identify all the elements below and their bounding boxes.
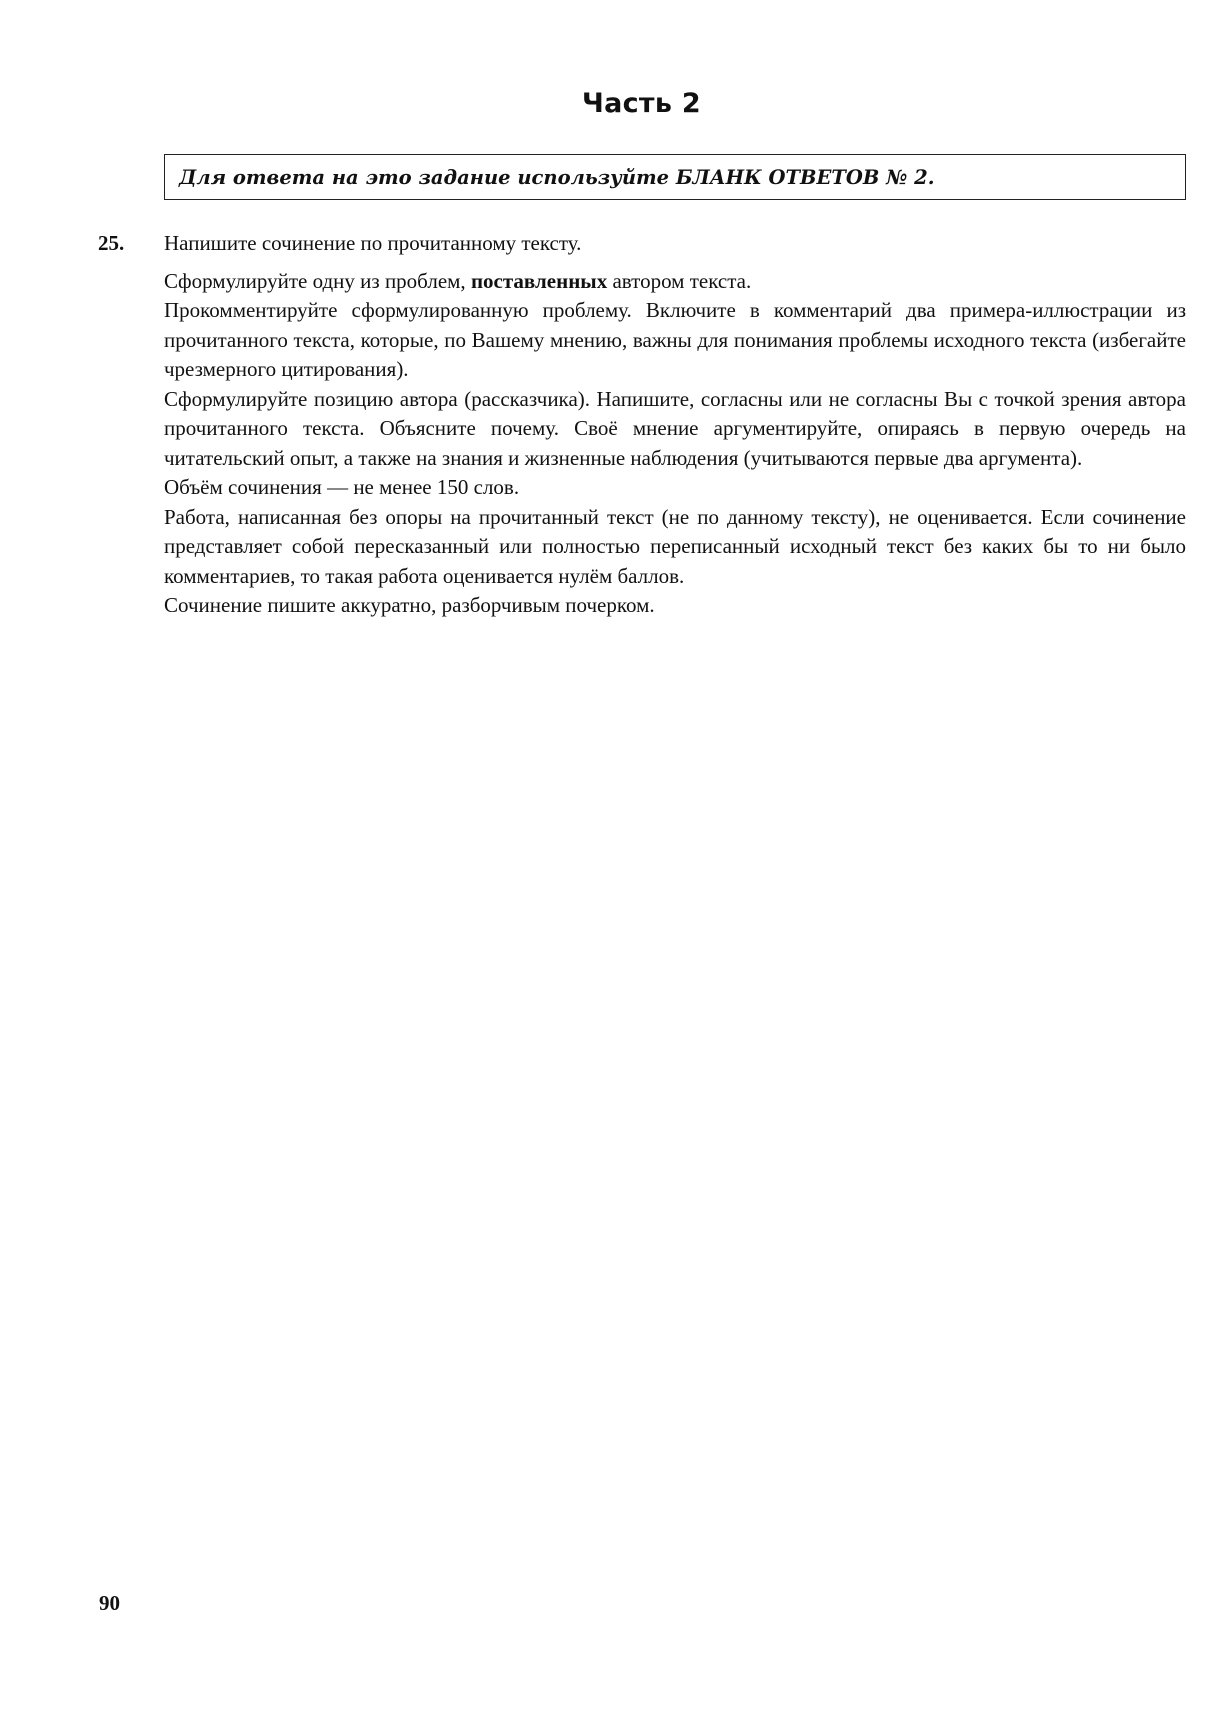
task-paragraph-1-bold: поставленных xyxy=(470,268,608,293)
task-intro: Напишите сочинение по прочитанному тексту. xyxy=(164,231,582,255)
task-paragraph-1-start: Сформулируйте одну из проблем, xyxy=(164,268,471,293)
task-paragraph-5: Работа, написанная без опоры на прочитанный текст (не по данному тексту), не оценивается. Если сочинение представляет собой пересказанный или полностью переписанный исходный текст без каких бы то ни было комментариев, то такая работа оценивается нулём баллов. xyxy=(164,504,1186,588)
part-title: Часть 2 xyxy=(581,88,702,119)
task-paragraph-1 xyxy=(164,267,1186,297)
task-number: 25. xyxy=(98,231,125,255)
task-body xyxy=(164,229,1186,621)
task-paragraph-4: Объём сочинения — не менее 150 слов. xyxy=(164,475,520,499)
task-paragraph-2: Прокомментируйте сформулированную проблему. Включите в комментарий два примера-иллюстрации из прочитанного текста, которые, по Вашему мнению, важны для понимания проблемы исходного текста (избегайте чрезмерного цитирования). xyxy=(164,298,1186,381)
task-paragraph-6: Сочинение пишите аккуратно, разборчивым почерком. xyxy=(164,593,655,617)
task-paragraph-3: Сформулируйте позицию автора (рассказчика). Напишите, согласны или не согласны Вы с точкой зрения автора прочитанного текста. Объясните почему. Своё мнение аргументируйте, опираясь в первую очередь на читательский опыт, а также на знания и жизненные наблюдения (учитываются первые два аргумента). xyxy=(164,386,1186,470)
task-paragraph-1-end: автором текста. xyxy=(607,268,752,293)
instruction-box xyxy=(164,154,1186,200)
instruction-text: Для ответа на это задание используйте БЛАНК ОТВЕТОВ № 2. xyxy=(179,165,935,189)
page-number: 90 xyxy=(99,1591,120,1615)
